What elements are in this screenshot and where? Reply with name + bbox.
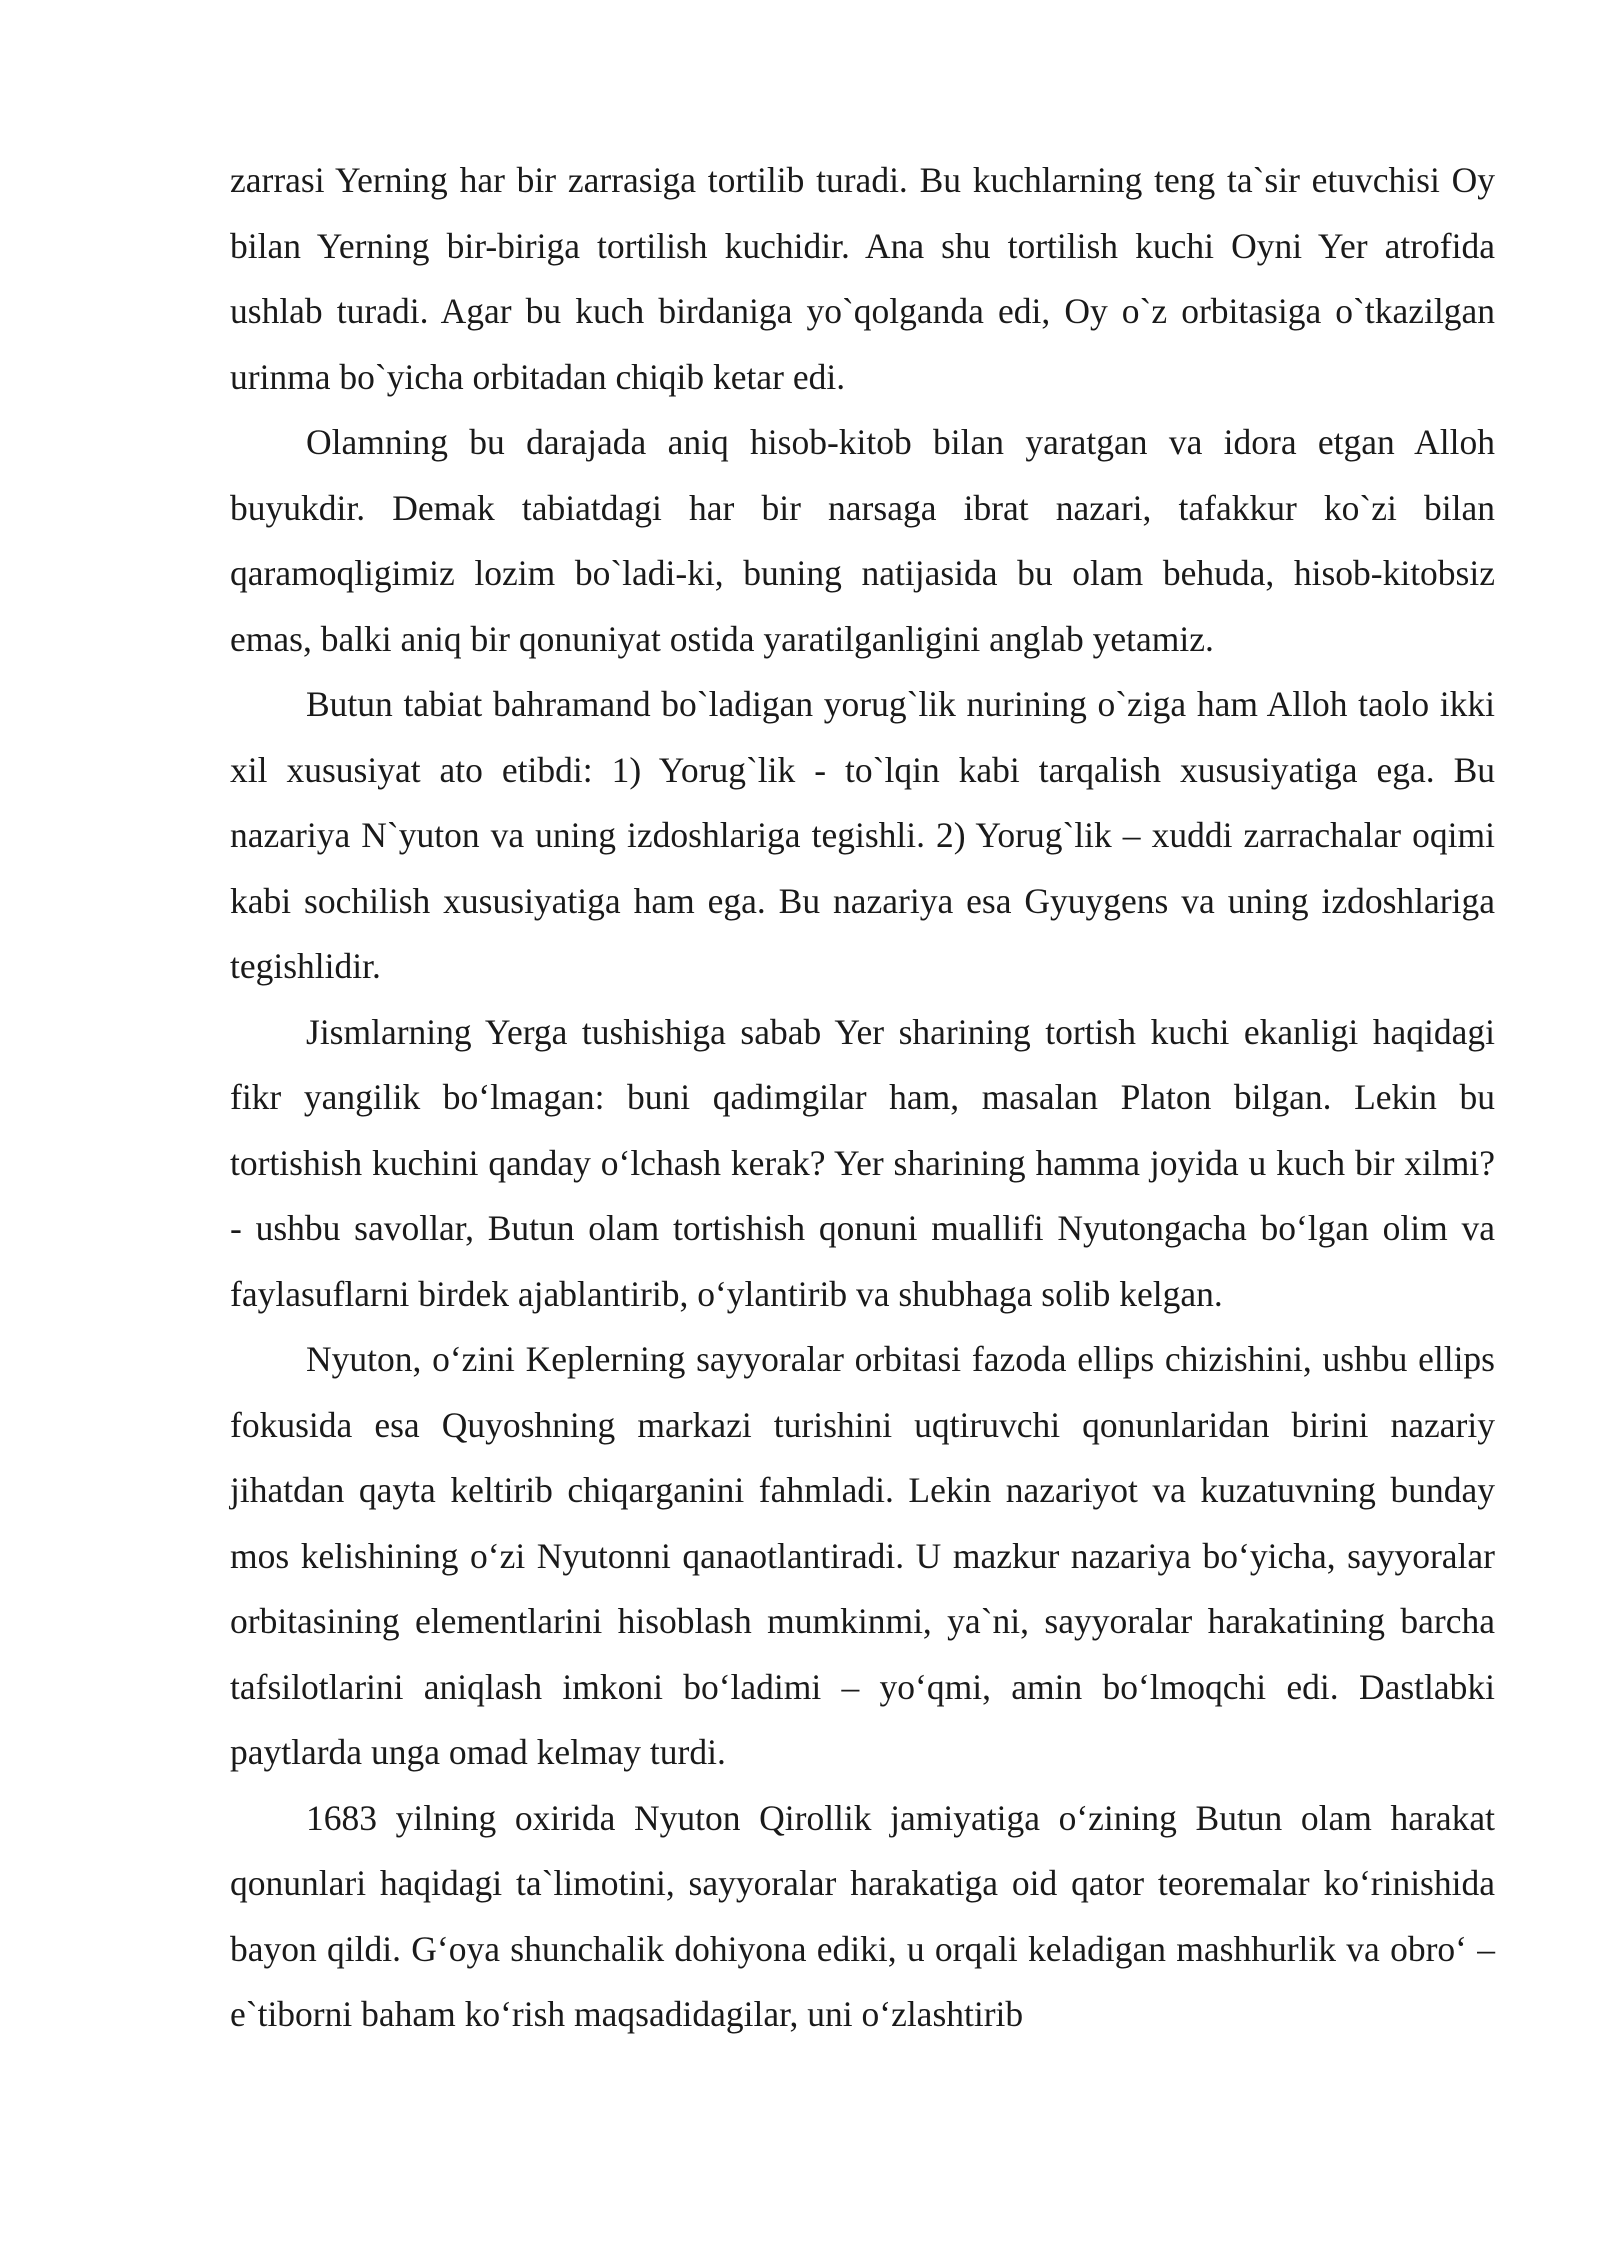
paragraph-4: Jismlarning Yerga tushishiga sabab Yer sharining tortish kuchi ekanligi haqidagi fikr yangilik bo‘lmagan: buni qadimgilar ham, masalan Platon bilgan. Lekin bu tortishish kuchini qanday o‘lchash kerak? Yer sharining hamma joyida u kuch bir xilmi? - ushbu savollar, Butun olam tortishish qonuni muallifi Nyutongacha bo‘lgan olim va faylasuflarni birdek ajablantirib, o‘ylantirib va shubhaga solib kelgan. bbox=[230, 1011, 1495, 1314]
paragraph-2: Olamning bu darajada aniq hisob-kitob bilan yaratgan va idora etgan Alloh buyukdir. Demak tabiatdagi har bir narsaga ibrat nazari, tafakkur ko`zi bilan qaramoqligimiz lozim bo`ladi-ki, buning natijasida bu olam behuda, hisob-kitobsiz emas, balki aniq bir qonuniyat ostida yaratilganligini anglab yetamiz. bbox=[230, 422, 1495, 659]
document-page bbox=[230, 148, 1495, 2048]
paragraph-5: Nyuton, o‘zini Keplerning sayyoralar orbitasi fazoda ellips chizishini, ushbu ellips fokusida esa Quyoshning markazi turishini uqtiruvchi qonunlaridan birini nazariy jihatdan qayta keltirib chiqarganini fahmladi. Lekin nazariyot va kuzatuvning bunday mos kelishining o‘zi Nyutonni qanaotlantiradi. U mazkur nazariya bo‘yicha, sayyoralar orbitasining elementlarini hisoblash mumkinmi, ya`ni, sayyoralar harakatining barcha tafsilotlarini aniqlash imkoni bo‘ladimi – yo‘qmi, amin bo‘lmoqchi edi. Dastlabki paytlarda unga omad kelmay turdi. bbox=[230, 1339, 1495, 1772]
paragraph-3: Butun tabiat bahramand bo`ladigan yorug`lik nurining o`ziga ham Alloh taolo ikki xil xususiyat ato etibdi: 1) Yorug`lik - to`lqin kabi tarqalish xususiyatiga ega. Bu nazariya N`yuton va uning izdoshlariga tegishli. 2) Yorug`lik – xuddi zarrachalar oqimi kabi sochilish xususiyatiga ham ega. Bu nazariya esa Gyuygens va uning izdoshlariga tegishlidir. bbox=[230, 684, 1495, 986]
paragraph-1: zarrasi Yerning har bir zarrasiga tortilib turadi. Bu kuchlarning teng ta`sir etuvchisi Oy bilan Yerning bir-biriga tortilish kuchidir. Ana shu tortilish kuchi Oyni Yer atrofida ushlab turadi. Agar bu kuch birdaniga yo`qolganda edi, Oy o`z orbitasiga o`tkazilgan urinma bo`yicha orbitadan chiqib ketar edi. bbox=[230, 160, 1495, 397]
paragraph-6: 1683 yilning oxirida Nyuton Qirollik jamiyatiga o‘zining Butun olam harakat qonunlari haqidagi ta`limotini, sayyoralar harakatiga oid qator teoremalar ko‘rinishida bayon qildi. G‘oya shunchalik dohiyona ediki, u orqali keladigan mashhurlik va obro‘ – e`tiborni baham ko‘rish maqsadidagilar, uni o‘zlashtirib bbox=[230, 1797, 1495, 2034]
